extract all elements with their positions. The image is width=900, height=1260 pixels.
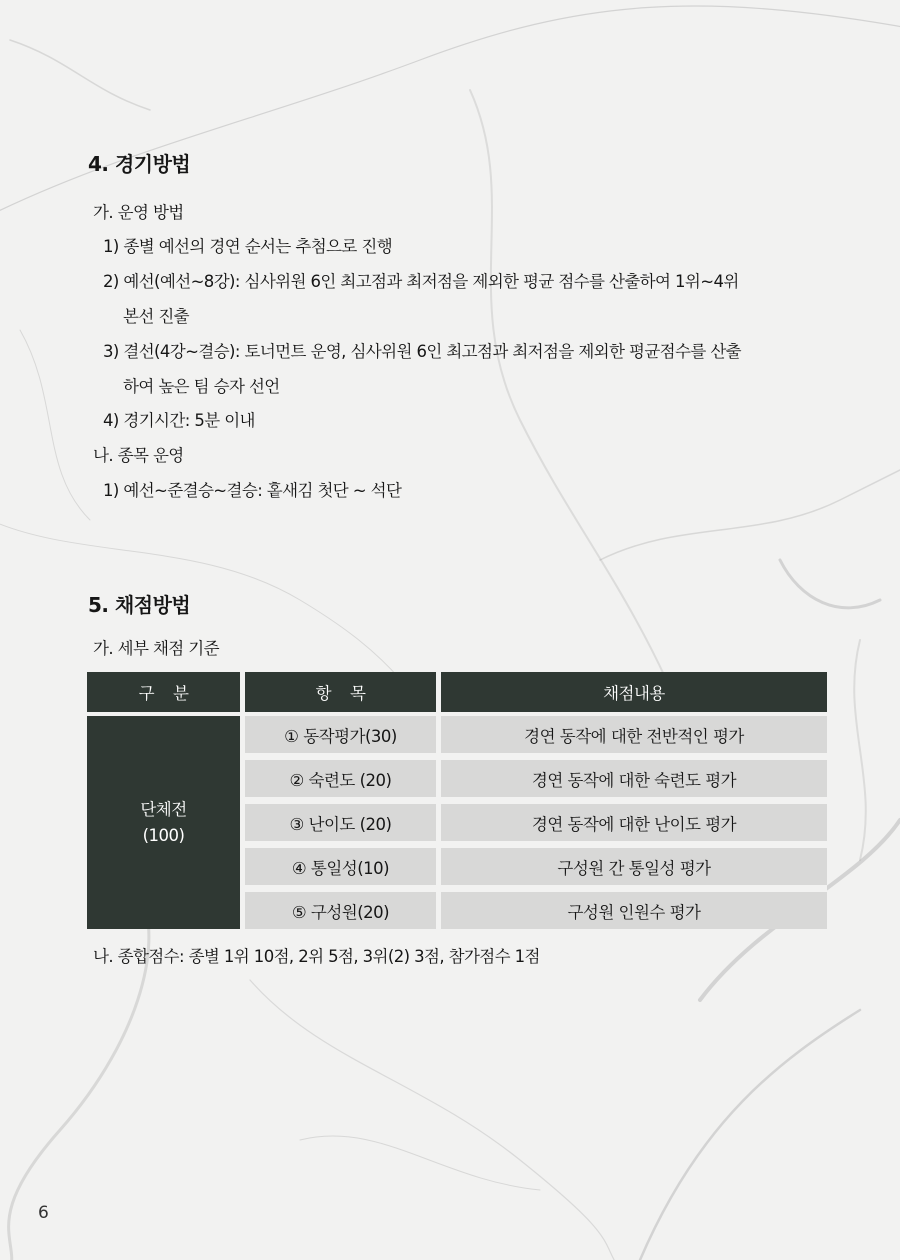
item-cell: ① 동작평가(30) <box>245 716 441 760</box>
group-total: (100) <box>142 825 185 845</box>
content-cell: 경연 동작에 대한 전반적인 평가 <box>441 716 827 760</box>
table-row <box>87 716 827 760</box>
total-score-note: 나. 종합점수: 종별 1위 10점, 2위 5점, 3위(2) 3점, 참가점수 1점 <box>93 947 540 966</box>
header-content: 채점내용 <box>441 672 827 716</box>
group-cell <box>87 716 245 929</box>
table-header-row <box>87 672 827 716</box>
list-item: 4) 경기시간: 5분 이내 <box>103 411 255 430</box>
item-cell: ② 숙련도 (20) <box>245 760 441 804</box>
group-name: 단체전 <box>140 799 187 819</box>
content-cell: 구성원 간 통일성 평가 <box>441 848 827 892</box>
section-4-title: 4. 경기방법 <box>88 152 191 176</box>
list-item-continuation: 하여 높은 팀 승자 선언 <box>123 377 280 396</box>
header-category: 구 분 <box>87 672 245 716</box>
list-item: 3) 결선(4강~결승): 토너먼트 운영, 심사위원 6인 최고점과 최저점을 제외한 평균점수를 산출 <box>103 342 742 361</box>
subsection-criteria: 가. 세부 채점 기준 <box>93 639 219 658</box>
item-cell: ③ 난이도 (20) <box>245 804 441 848</box>
list-item: 2) 예선(예선~8강): 심사위원 6인 최고점과 최저점을 제외한 평균 점수를 산출하여 1위~4위 <box>103 272 739 291</box>
content-cell: 구성원 인원수 평가 <box>441 892 827 929</box>
content-cell: 경연 동작에 대한 숙련도 평가 <box>441 760 827 804</box>
item-cell: ⑤ 구성원(20) <box>245 892 441 929</box>
page-number: 6 <box>38 1203 49 1223</box>
content-cell: 경연 동작에 대한 난이도 평가 <box>441 804 827 848</box>
item-cell: ④ 통일성(10) <box>245 848 441 892</box>
list-item-continuation: 본선 진출 <box>123 307 190 326</box>
subsection-events: 나. 종목 운영 <box>93 446 184 465</box>
header-item: 항 목 <box>245 672 441 716</box>
list-item: 1) 예선~준결승~결승: 홑새김 첫단 ~ 석단 <box>103 481 402 500</box>
list-item: 1) 종별 예선의 경연 순서는 추첨으로 진행 <box>103 237 393 256</box>
section-5-title: 5. 채점방법 <box>88 593 191 617</box>
subsection-operation: 가. 운영 방법 <box>93 203 184 222</box>
scoring-table <box>87 672 827 929</box>
